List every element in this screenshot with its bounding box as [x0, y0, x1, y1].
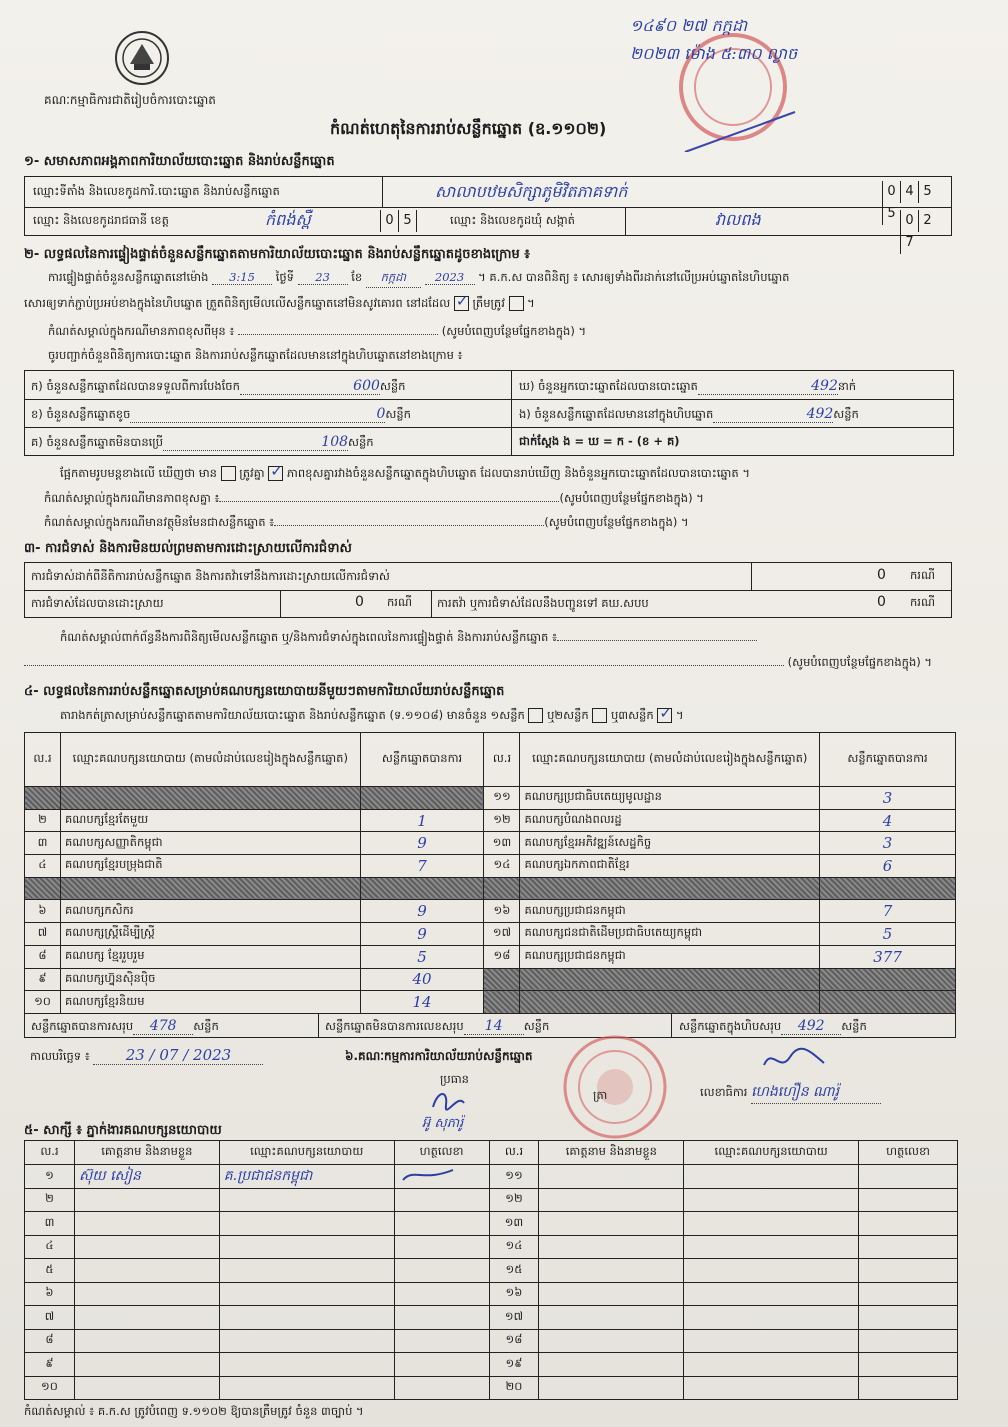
witness-signature: [859, 1212, 958, 1236]
witness-row: [25, 1376, 958, 1400]
witness-number: ១០: [25, 1376, 75, 1400]
complaints-forwarded: 0: [877, 594, 886, 610]
station-code: 0 4 55: [882, 181, 951, 225]
one-sheet-checkbox[interactable]: [528, 708, 543, 723]
total-invalid: 14: [464, 1018, 524, 1035]
witness-party: [684, 1306, 859, 1330]
table-row: [25, 991, 956, 1014]
province-name: កំពង់ស្ពឺ: [265, 210, 311, 229]
party-no-cell: ១៨: [484, 945, 520, 968]
witness-number: ២០: [489, 1376, 539, 1400]
witness-party: [684, 1376, 859, 1400]
witness-col-header: ល.រ: [489, 1141, 539, 1165]
party-votes-cell: 5: [820, 923, 956, 946]
witness-party: [219, 1259, 394, 1283]
witness-row: [25, 1212, 958, 1236]
witness-col-header: ហត្ថលេខា: [394, 1141, 489, 1165]
party-votes-cell: [820, 968, 956, 991]
witness-signature: [394, 1235, 489, 1259]
witness-number: ៦: [25, 1282, 75, 1306]
party-votes-cell: 9: [360, 900, 484, 923]
party-votes-cell: 9: [360, 832, 484, 855]
witness-number: ៥: [25, 1259, 75, 1283]
witness-signature: [394, 1259, 489, 1283]
party-votes-cell: 7: [820, 900, 956, 923]
witness-signature: [394, 1165, 489, 1189]
complaints-filed: 0: [877, 567, 886, 583]
seal-ok-checkbox[interactable]: [454, 296, 469, 311]
witness-number: ១៤: [489, 1235, 539, 1259]
party-name-cell: [520, 991, 820, 1014]
table-row: [25, 968, 956, 991]
witness-party: [684, 1188, 859, 1212]
witness-name: [539, 1282, 684, 1306]
party-name-cell: [520, 877, 820, 900]
party-votes-cell: 5: [360, 945, 484, 968]
witness-number: ១៦: [489, 1282, 539, 1306]
table-row: [25, 945, 956, 968]
section1-box: [24, 176, 952, 250]
secretary-label: លេខាធិការ ហេងហឿន ណារ៉ូ: [700, 1082, 881, 1104]
witness-party: [219, 1329, 394, 1353]
witness-number: ១៨: [489, 1329, 539, 1353]
chief-label: ប្រធាន: [440, 1072, 469, 1086]
party-no-cell: [484, 877, 520, 900]
party-no-cell: ១៤: [484, 855, 520, 878]
witness-party: [219, 1353, 394, 1377]
commune-label: ឈ្មោះ និងលេខកូដឃុំ សង្កាត់: [450, 213, 575, 227]
section4-heading: ៤- លទ្ធផលនៃការរាប់សន្លឹកឆ្នោតសម្រាប់គណបក្សនយោបាយនីមួយៗតាមការិយាល័យរាប់សន្លឹកឆ្នោត: [24, 684, 505, 699]
party-no-cell: ៨: [25, 945, 61, 968]
witness-party: [684, 1165, 859, 1189]
witness-col-header: គោត្តនាម និងនាមខ្លួន: [539, 1141, 684, 1165]
party-votes-cell: 14: [360, 991, 484, 1014]
party-votes-cell: 7: [360, 855, 484, 878]
witness-row: [25, 1353, 958, 1377]
year-value: 2023: [425, 270, 475, 285]
witness-col-header: ឈ្មោះគណបក្សនយោបាយ: [219, 1141, 394, 1165]
witness-name: [74, 1212, 219, 1236]
check-line: ផ្អែកតាមរូបមន្តខាងលើ ឃើញថា មាន ត្រូវគ្នា ✓ ភាពខុសគ្នារវាងចំនួនសន្លឹកឆ្នោតក្នុងហិបឆ្នោត ដែលបានរាប់ឃើញ និងចំនួនអ្នកបោះឆ្នោតដែលបានបោះឆ្នោត ។: [60, 466, 750, 483]
totals-row: សន្លឹកឆ្នោតបានការសរុប 478 សន្លឹក សន្លឹកឆ្នោតមិនបានការលេខសរុប 14 សន្លឹក សន្លឹកឆ្នោតក្នុងហិបសរុប 492 សន្លឹក: [24, 1013, 956, 1038]
stamp-handwriting: ១៤៩០ ២៧ កក្កដា ២០២៣ ម៉ោង ៥:៣០ ល្ងាច: [630, 16, 798, 63]
witness-name: [74, 1282, 219, 1306]
witness-name: [74, 1259, 219, 1283]
difference-checkbox[interactable]: [221, 466, 236, 481]
two-sheet-checkbox[interactable]: [592, 708, 607, 723]
results-table: ល.រ ឈ្មោះគណបក្សនយោបាយ (តាមលំដាប់លេខរៀងក្នុងសន្លឹកឆ្នោត) សន្លឹកឆ្នោតបានការ ល.រ ឈ្មោះគណបក្សនយោបាយ (តាមលំដាប់លេខរៀងក្នុងសន្លឹកឆ្នោត) សន្លឹកឆ្នោតបានការ ១១ គណបក្សប្រជាធិបតេយ្យមូលដ្ឋាន 3 ២ គណបក្សខ្មែរតែមួយ 1 ១២ គណបក្សបំណងពលរដ្ឋ 4 ៣ គណបក្សសញ្ញាតិកម្ពុជា 9 ១៣ គណបក្សខ្មែរអភិវឌ្ឍន៍សេដ្ឋកិច្ច 3 ៤ គណបក្សខ្មែរបម្រុងជាតិ 7 ១៤ គណបក្សឯកភាពជាតិខ្មែរ 6 ៦ គណបក្សកសិករ 9 ១៦ គណបក្សប្រជាជនកម្ពុជា 7 ៧ គណបក្សស្ត្រីដើម្បីស្ត្រី 9 ១៧ គណបក្សជនជាតិដើមប្រជាធិបតេយ្យកម្ពុជា 5 ៨ គណបក្ស ខ្មែររួបរួម 5 ១៨ គណបក្សប្រជាជនកម្ពុជា 377 ៩ គណបក្សហ្វ៊ុនស៊ិនប៉ិច 40 ១០ គណបក្សខ្មែរនិយម 14: [24, 732, 956, 1014]
section1-heading: ១- សមាសភាពអង្គភាពការិយាល័យបោះឆ្នោត និងរាប់សន្លឹកឆ្នោត: [24, 154, 335, 169]
party-name-cell: [60, 787, 360, 810]
day-value: 23: [298, 270, 348, 285]
section2-intro: ចូរបញ្ជាក់ចំនួនពិនិត្យការបោះឆ្នោត និងការរាប់សន្លឹកឆ្នោតដែលមាននៅក្នុងហិបឆ្នោតនៅខាងក្រោម ៖: [48, 348, 463, 362]
witness-row: [25, 1235, 958, 1259]
witness-signature: [394, 1212, 489, 1236]
party-name-cell: [520, 968, 820, 991]
party-votes-cell: 3: [820, 787, 956, 810]
total-box: 492: [781, 1018, 841, 1035]
party-name-cell: គណបក្សខ្មែរនិយម: [60, 991, 360, 1014]
month-value: កក្កដា: [366, 270, 421, 288]
witness-number: ៨: [25, 1329, 75, 1353]
witness-number: ១១: [489, 1165, 539, 1189]
party-name-cell: គណបក្សខ្មែរអភិវឌ្ឍន៍សេដ្ឋកិច្ច: [520, 832, 820, 855]
section5-heading: ៥- សាក្សី ៖ ភ្នាក់ងារគណបក្សនយោបាយ: [24, 1123, 222, 1138]
table-row: [25, 923, 956, 946]
witness-col-header: គោត្តនាម និងនាមខ្លួន: [74, 1141, 219, 1165]
witness-number: ១២: [489, 1188, 539, 1212]
witness-row: [25, 1165, 958, 1189]
witness-name: [74, 1188, 219, 1212]
witness-signature: [859, 1235, 958, 1259]
page-title: កំណត់ហេតុនៃការរាប់សន្លឹកឆ្នោត (ឧ.១១០២): [330, 119, 607, 138]
witness-signature: [394, 1188, 489, 1212]
witness-number: ៣: [25, 1212, 75, 1236]
witness-signature: [859, 1188, 958, 1212]
received-ballots: 600: [240, 378, 380, 395]
party-no-cell: ៩: [25, 968, 61, 991]
witness-party: [684, 1353, 859, 1377]
party-name-cell: [60, 877, 360, 900]
witness-name: [74, 1329, 219, 1353]
count-box: ក) ចំនួនសន្លឹកឆ្នោតដែលបានទទួលពីការបែងចែក 600សន្លឹក ខ) ចំនួនសន្លឹកឆ្នោតខូច 0សន្លឹក គ) ចំនួនសន្លឹកឆ្នោតមិនបានប្រើ 108សន្លឹក ឃ) ចំនួនអ្នកបោះឆ្នោតដែលបានបោះឆ្នោត 492នាក់ ង) ចំនួនសន្លឹកឆ្នោតដែលមាននៅក្នុងហិបឆ្នោត 492សន្លឹក ជាក់ស្តែង ង = ឃ = ក - (ខ + គ): [24, 370, 954, 456]
witness-party: [684, 1235, 859, 1259]
witness-party: [219, 1212, 394, 1236]
nec-logo: [112, 28, 172, 88]
party-no-cell: ៦: [25, 900, 61, 923]
witness-row: [25, 1259, 958, 1283]
party-name-cell: គណបក្សប្រជាធិបតេយ្យមូលដ្ឋាន: [520, 787, 820, 810]
witness-number: ១: [25, 1165, 75, 1189]
witness-name: [539, 1376, 684, 1400]
witness-signature: [394, 1282, 489, 1306]
province-code: 0 5: [380, 210, 417, 232]
party-no-cell: ១៣: [484, 832, 520, 855]
party-no-cell: ១៧: [484, 923, 520, 946]
witness-col-header: ហត្ថលេខា: [859, 1141, 958, 1165]
witness-table: [24, 1140, 958, 1400]
party-votes-cell: 1: [360, 809, 484, 832]
witness-number: ៧: [25, 1306, 75, 1330]
witness-party: [684, 1329, 859, 1353]
party-no-cell: ២: [25, 809, 61, 832]
voters-count: 492: [698, 378, 838, 395]
witness-name: [74, 1235, 219, 1259]
witness-party: [219, 1188, 394, 1212]
party-no-cell: [25, 877, 61, 900]
party-votes-cell: [820, 991, 956, 1014]
formula: ជាក់ស្តែង ង = ឃ = ក - (ខ + គ): [519, 434, 680, 448]
party-name-cell: គណបក្សសញ្ញាតិកម្ពុជា: [60, 832, 360, 855]
complaints-box: ការជំទាស់ដាក់ពីនីតិការរាប់សន្លឹកឆ្នោត និងការតវ៉ាទៅនឹងការដោះស្រាយលើការជំទាស់ 0 ករណី ការជំទាស់ដែលបានដោះស្រាយ 0 ករណី ការតវ៉ា ឬការជំទាស់ដែលនឹងបញ្ជូនទៅ គឃ.សបប 0 ករណី: [24, 562, 952, 618]
party-no-cell: ១២: [484, 809, 520, 832]
seal-changed-checkbox[interactable]: [509, 296, 524, 311]
witness-signature-mark: [399, 1166, 459, 1184]
witness-row: [25, 1306, 958, 1330]
party-name-cell: គណបក្សកសិករ: [60, 900, 360, 923]
party-votes-cell: 40: [360, 968, 484, 991]
party-votes-cell: [360, 877, 484, 900]
witness-signature: [859, 1353, 958, 1377]
section2-line2: សោរឲ្យទាក់ភ្ជាប់ប្រអប់ខាងក្នុងនៃហិបឆ្នោត ត្រួតពិនិត្យមើលលើសន្លឹកឆ្នោតនៅមិនសូវគោរព នៅដដែល ✓ ត្រឹមត្រូវ ។: [24, 296, 535, 313]
witness-signature: [859, 1306, 958, 1330]
party-no-cell: ១០: [25, 991, 61, 1014]
party-name-cell: គណបក្សជនជាតិដើមប្រជាធិបតេយ្យកម្ពុជា: [520, 923, 820, 946]
witness-name: [539, 1329, 684, 1353]
time-value: 3:15: [212, 270, 272, 285]
section2-heading: ២- លទ្ធផលនៃការផ្ទៀងផ្ទាត់ចំនួនសន្លឹកឆ្នោតតាមការិយាល័យបោះឆ្នោត និងរាប់សន្លឹកឆ្នោតដូចខាងក្រោម ៖: [24, 247, 530, 262]
commune-name: វាលពង: [715, 210, 761, 229]
table-row: [25, 855, 956, 878]
witness-name: [539, 1188, 684, 1212]
party-no-cell: [484, 991, 520, 1014]
spoiled-ballots: 0: [130, 406, 385, 423]
witness-name: ស៊ុយ សៀន: [74, 1165, 219, 1189]
witness-party: [684, 1212, 859, 1236]
witness-name: [539, 1235, 684, 1259]
witness-name: [74, 1353, 219, 1377]
party-no-cell: ៧: [25, 923, 61, 946]
party-no-cell: [25, 787, 61, 810]
party-no-cell: [484, 968, 520, 991]
table-row: [25, 809, 956, 832]
witness-col-header: ល.រ: [25, 1141, 75, 1165]
footer-note: កំណត់សម្គាល់ ៖ គ.ក.ស ត្រូវបំពេញ ទ.១១០២ ឱ្យបានត្រឹមត្រូវ ចំនួន ៣ច្បាប់ ។: [24, 1404, 364, 1418]
complaints-resolved: 0: [355, 594, 364, 610]
party-name-cell: គណបក្សហ្វ៊ុនស៊ិនប៉ិច: [60, 968, 360, 991]
witness-row: [25, 1329, 958, 1353]
chief-signature: [428, 1085, 468, 1115]
party-no-cell: ១៦: [484, 900, 520, 923]
table-row: [25, 877, 956, 900]
committee-label: ៦.គណៈកម្មការការិយាល័យរាប់សន្លឹកឆ្នោត: [345, 1049, 533, 1063]
witness-party: [684, 1282, 859, 1306]
match-checkbox[interactable]: [268, 466, 283, 481]
unused-ballots: 108: [163, 434, 348, 451]
party-no-cell: ១១: [484, 787, 520, 810]
three-sheet-checkbox[interactable]: [657, 708, 672, 723]
witness-row: [25, 1282, 958, 1306]
party-votes-cell: 6: [820, 855, 956, 878]
province-label: ឈ្មោះ និងលេខកូដរាជធានី ខេត្ត: [33, 213, 169, 227]
witness-signature: [859, 1165, 958, 1189]
witness-name: [74, 1306, 219, 1330]
witness-party: [219, 1235, 394, 1259]
station-label: ឈ្មោះទីតាំង និងលេខកូដការិ.បោះឆ្នោត និងរាប់សន្លឹកឆ្នោត: [33, 184, 280, 198]
witness-signature: [859, 1376, 958, 1400]
secretary-name: ហេងហឿន ណារ៉ូ: [751, 1082, 881, 1104]
party-votes-cell: [360, 787, 484, 810]
section3-heading: ៣- ការជំទាស់ និងការមិនយល់ព្រមតាមការដោះស្រាយលើការជំទាស់: [24, 541, 352, 556]
party-name-cell: គណបក្ស ខ្មែររួបរួម: [60, 945, 360, 968]
party-votes-cell: 4: [820, 809, 956, 832]
party-name-cell: គណបក្សឯកភាពជាតិខ្មែរ: [520, 855, 820, 878]
party-name-cell: គណបក្សបំណងពលរដ្ឋ: [520, 809, 820, 832]
witness-number: ១៥: [489, 1259, 539, 1283]
section4-intro: តារាងកត់ត្រាសម្រាប់សន្លឹកឆ្នោតតាមការិយាល័យបោះឆ្នោត និងរាប់សន្លឹកឆ្នោត (ទ.១១០៨) មានចំនួន ១សន្លឹក ឬ២សន្លឹក ឬ៣សន្លឹក ✓ ។: [60, 708, 684, 725]
witness-signature: [859, 1259, 958, 1283]
witness-party: [684, 1259, 859, 1283]
note2-line: កំណត់សម្គាល់ក្នុងករណីមានភាពខុសគ្នា ៖ (សូមបំពេញបន្ថែមផ្នែកខាងក្នុង) ។: [44, 491, 704, 505]
witness-name: [539, 1353, 684, 1377]
party-name-cell: គណបក្សខ្មែរបម្រុងជាតិ: [60, 855, 360, 878]
section2-line1: ការផ្ទៀងផ្ទាត់ចំនួនសន្លឹកឆ្នោតនៅម៉ោង 3:15 ថ្ងៃទី 23 ខែ កក្កដា 2023 ។ គ.ក.ស បានពិនិត្យ ៖ សោរឲ្យទាំងពីរដាក់នៅលើប្រអប់ឆ្នោតនៃហិបឆ្នោត: [48, 270, 789, 288]
witness-name: [539, 1212, 684, 1236]
witness-signature: [394, 1376, 489, 1400]
org-name: គណៈកម្មាធិការជាតិរៀបចំការបោះឆ្នោត: [44, 93, 216, 107]
party-name-cell: គណបក្សខ្មែរតែមួយ: [60, 809, 360, 832]
witness-number: ២: [25, 1188, 75, 1212]
table-row: [25, 900, 956, 923]
party-votes-cell: 3: [820, 832, 956, 855]
witness-number: ៤: [25, 1235, 75, 1259]
witness-row: [25, 1188, 958, 1212]
witness-party: [219, 1282, 394, 1306]
witness-number: ១៣: [489, 1212, 539, 1236]
section3-note: កំណត់សម្គាល់ពាក់ព័ន្ធនឹងការពិនិត្យមើលសន្លឹកឆ្នោត ឬ/និងការជំទាស់ក្នុងពេលនៃការផ្ទៀងផ្ទាត់ និងការរាប់សន្លឹកឆ្នោត ៖: [60, 630, 757, 647]
party-votes-cell: [820, 877, 956, 900]
party-votes-cell: 377: [820, 945, 956, 968]
witness-party: [219, 1306, 394, 1330]
witness-number: ១៩: [489, 1353, 539, 1377]
commune-code: 0 27: [900, 210, 951, 254]
witness-number: ១៧: [489, 1306, 539, 1330]
section3-note-line2: (សូមបំពេញបន្ថែមផ្នែកខាងក្នុង) ។: [24, 655, 932, 672]
chief-name: អ៊ូ សុភារ៉ូ: [422, 1116, 464, 1131]
witness-col-header: ឈ្មោះគណបក្សនយោបាយ: [684, 1141, 859, 1165]
official-stamp: [560, 1032, 670, 1142]
witness-signature: [394, 1329, 489, 1353]
party-no-cell: ៣: [25, 832, 61, 855]
witness-signature: [859, 1282, 958, 1306]
witness-signature: [859, 1329, 958, 1353]
note3-line: កំណត់សម្គាល់ក្នុងករណីមានវត្ថុមិនមែនជាសន្លឹកឆ្នោត ៖ (សូមបំពេញបន្ថែមផ្នែកខាងក្នុង) ។: [44, 515, 689, 529]
ballots-in-box: 492: [713, 406, 833, 423]
party-name-cell: គណបក្សប្រជាជនកម្ពុជា: [520, 900, 820, 923]
witness-signature: [394, 1306, 489, 1330]
witness-name: [539, 1306, 684, 1330]
witness-party: [219, 1376, 394, 1400]
party-name-cell: គណបក្សស្ត្រីដើម្បីស្ត្រី: [60, 923, 360, 946]
table-row: [25, 832, 956, 855]
note1-line: កំណត់សម្គាល់ក្នុងករណីមានភាពខុសពីមុន ៖ (សូមបំពេញបន្ថែមផ្នែកខាងក្នុង) ។: [48, 324, 587, 338]
witness-number: ៩: [25, 1353, 75, 1377]
total-valid: 478: [133, 1018, 193, 1035]
secretary-signature: [760, 1045, 830, 1075]
form-date: 23 / 07 / 2023: [93, 1046, 263, 1065]
table-row: [25, 787, 956, 810]
party-votes-cell: 9: [360, 923, 484, 946]
stamp-label: ត្រា: [593, 1088, 608, 1102]
party-no-cell: ៤: [25, 855, 61, 878]
witness-signature: [394, 1353, 489, 1377]
station-name: សាលាបឋមសិក្សាភូមិវិតភាគទាក់: [435, 182, 628, 201]
party-name-cell: គណបក្សប្រជាជនកម្ពុជា: [520, 945, 820, 968]
witness-name: [539, 1259, 684, 1283]
witness-name: [539, 1165, 684, 1189]
witness-party: គ.ប្រជាជនកម្ពុជា: [219, 1165, 394, 1189]
witness-name: [74, 1376, 219, 1400]
date-line: កាលបរិច្ឆេទ ៖ 23 / 07 / 2023: [30, 1046, 263, 1066]
